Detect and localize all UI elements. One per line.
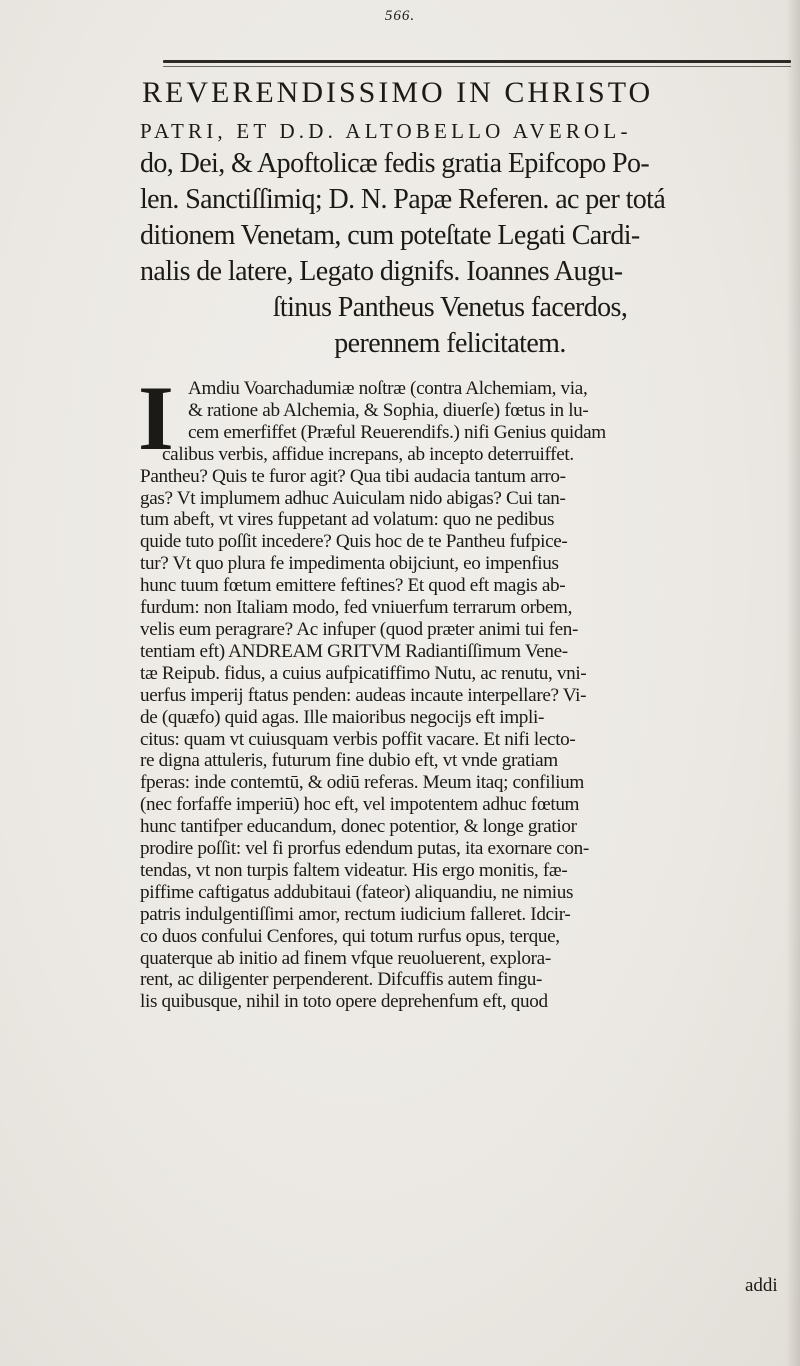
header-rule-thin [163, 66, 791, 67]
text-line: cem emerfiffet (Præful Reuerendifs.) nifi Genius quidam [188, 421, 606, 443]
text-line: lis quibusque, nihil in toto opere deprehenfum eft, quod [140, 991, 548, 1013]
text-line: fperas: inde contemtū, & odiū referas. Meum itaq; confilium [140, 772, 584, 794]
text-line: prodire poſſit: vel fi prorfus edendum putas, ita exornare con- [140, 838, 589, 860]
catchword: addi [745, 1275, 778, 1296]
text-line: calibus verbis, affidue increpans, ab incepto deterruiffet. [162, 443, 574, 465]
text-line: Pantheu? Quis te furor agit? Qua tibi audacia tantum arro- [140, 465, 566, 487]
dedication-block [140, 74, 800, 362]
letter-body [138, 367, 800, 1013]
text-line: re digna attuleris, futurum fine dubio eft, vt vnde gratiam [140, 750, 558, 772]
text-line: hunc tantifper educandum, donec potentior, & longe gratior [140, 816, 577, 838]
dedication-line: ſtinus Pantheus Venetus facerdos, [272, 292, 628, 323]
text-line: velis eum peragrare? Ac infuper (quod præter animi tui fen- [140, 618, 579, 640]
text-line: uerfus imperij ftatus penden: audeas incaute interpellare? Vi- [140, 684, 587, 706]
dedication-line: len. Sanctiſſimiq; D. N. Papæ Referen. ac per totá [140, 184, 666, 215]
text-line: tum abeft, vt vires fuppetant ad volatum: quo ne pedibus [140, 509, 555, 531]
text-line: tentiam eft) ANDREAM GRITVM Radiantiſſimum Vene- [140, 640, 568, 662]
text-line: rent, ac diligenter perpenderent. Difcuffis autem fingu- [140, 969, 543, 991]
dedication-closing: perennem felicitatem. [334, 328, 566, 359]
text-line: (nec forfaffe imperiū) hoc eft, vel impotentem adhuc fœtum [140, 794, 580, 816]
drop-initial: I [138, 367, 174, 469]
text-line: tur? Vt quo plura fe impedimenta obijciunt, eo impenfius [140, 553, 559, 575]
text-line: gas? Vt implumem adhuc Auiculam nido abigas? Cui tan- [140, 487, 566, 509]
dedication-heading: REVERENDISSIMO IN CHRISTO [142, 76, 654, 109]
dedication-line: ditionem Venetam, cum poteſtate Legati Cardi- [140, 220, 640, 251]
dedication-line: do, Dei, & Apoftolicæ fedis gratia Epifcopo Po- [140, 148, 650, 179]
text-line: tæ Reipub. fidus, a cuius aufpicatiffimo Nutu, ac renutu, vni- [140, 662, 587, 684]
text-line: citus: quam vt cuiusquam verbis poffit vacare. Et nifi lecto- [140, 728, 576, 750]
text-line: furdum: non Italiam modo, fed vniuerfum terrarum orbem, [140, 597, 573, 619]
text-line: co duos confului Cenfores, qui totum rurfus opus, terque, [140, 925, 560, 947]
page-number: 566. [384, 8, 416, 24]
text-line: hunc tuum fœtum emittere feftines? Et quod eft magis ab- [140, 575, 566, 597]
text-line: piffime caftigatus addubitaui (fateor) aliquandiu, ne nimius [140, 881, 574, 903]
header-rule [163, 60, 791, 63]
dedication-line: nalis de latere, Legato dignifs. Ioannes Augu- [140, 256, 623, 287]
text-line: quaterque ab initio ad finem vfque reuoluerent, explora- [140, 947, 551, 969]
text-line: Amdiu Voarchadumiæ noſtræ (contra Alchemiam, via, [188, 378, 588, 399]
text-line: & ratione ab Alchemia, & Sophia, diuerſe) fœtus in lu- [188, 399, 589, 421]
dedication-subheading: PATRI, ET D.D. ALTOBELLO AVEROL- [140, 119, 632, 143]
text-line: de (quæfo) quid agas. Ille maioribus negocijs eft impli- [140, 706, 545, 728]
text-line: quide tuto poſſit incedere? Quis hoc de te Pantheu fufpice- [140, 531, 568, 553]
text-line: tendas, vt non turpis faltem videatur. His ergo monitis, fæ- [140, 859, 568, 881]
text-line: patris indulgentiſſimi amor, rectum iudicium falleret. Idcir- [140, 903, 571, 925]
